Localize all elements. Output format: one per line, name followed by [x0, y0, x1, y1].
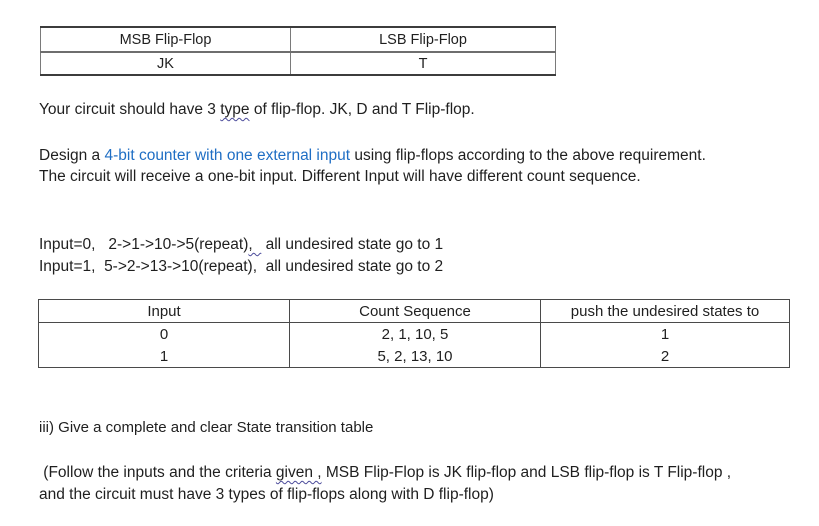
table-header-row	[39, 300, 790, 323]
input-line-1: Input=1, 5->2->13->10(repeat), all undesired state go to 2	[39, 258, 444, 275]
note-line1-underlined: given ,	[275, 464, 322, 481]
row-0-sequence: 2, 1, 10, 5	[290, 323, 541, 346]
row-1-sequence: 5, 2, 13, 10	[290, 345, 541, 368]
input-line-0-mark: ,	[248, 236, 262, 253]
flip-flop-header-row	[41, 27, 556, 52]
header-undesired: push the undesired states to	[541, 300, 790, 323]
intro-text-end: of flip-flop. JK, D and T Flip-flop.	[249, 101, 475, 118]
lsb-header: LSB Flip-Flop	[291, 27, 556, 52]
table-row	[39, 345, 790, 368]
flip-flop-table	[40, 26, 556, 76]
design-suffix: using flip-flops according to the above requirement.	[350, 147, 706, 164]
design-prefix: Design a	[39, 147, 105, 164]
note-line1	[39, 462, 731, 483]
intro-text	[39, 99, 475, 120]
design-text-line2: The circuit will receive a one-bit input. Different Input will have different count sequence.	[39, 168, 641, 185]
note-line1-end: MSB Flip-Flop is JK flip-flop and LSB flip-flop is T Flip-flop ,	[321, 464, 732, 481]
row-0-input: 0	[39, 323, 290, 346]
count-sequence-table	[38, 299, 790, 368]
input-line-0	[39, 234, 443, 255]
intro-text-underlined: type	[220, 101, 250, 118]
intro-text-start: Your circuit should have 3	[39, 101, 221, 118]
row-1-undesired: 2	[541, 345, 790, 368]
flip-flop-value-row	[41, 52, 556, 75]
design-text-line1	[39, 145, 706, 166]
design-highlight: 4-bit counter with one external input	[104, 147, 351, 164]
msb-header: MSB Flip-Flop	[41, 27, 291, 52]
note-line1-start: (Follow the inputs and the criteria	[39, 464, 276, 481]
input-line-0-end: all undesired state go to 1	[261, 236, 444, 253]
input-line-0-start: Input=0, 2->1->10->5(repeat)	[39, 236, 249, 253]
msb-value: JK	[41, 52, 291, 75]
table-row	[39, 323, 790, 346]
header-count-sequence: Count Sequence	[290, 300, 541, 323]
row-1-input: 1	[39, 345, 290, 368]
question-text: iii) Give a complete and clear State transition table	[39, 419, 374, 436]
note-line2: and the circuit must have 3 types of flip-flops along with D flip-flop)	[39, 486, 494, 503]
header-input: Input	[39, 300, 290, 323]
row-0-undesired: 1	[541, 323, 790, 346]
lsb-value: T	[291, 52, 556, 75]
